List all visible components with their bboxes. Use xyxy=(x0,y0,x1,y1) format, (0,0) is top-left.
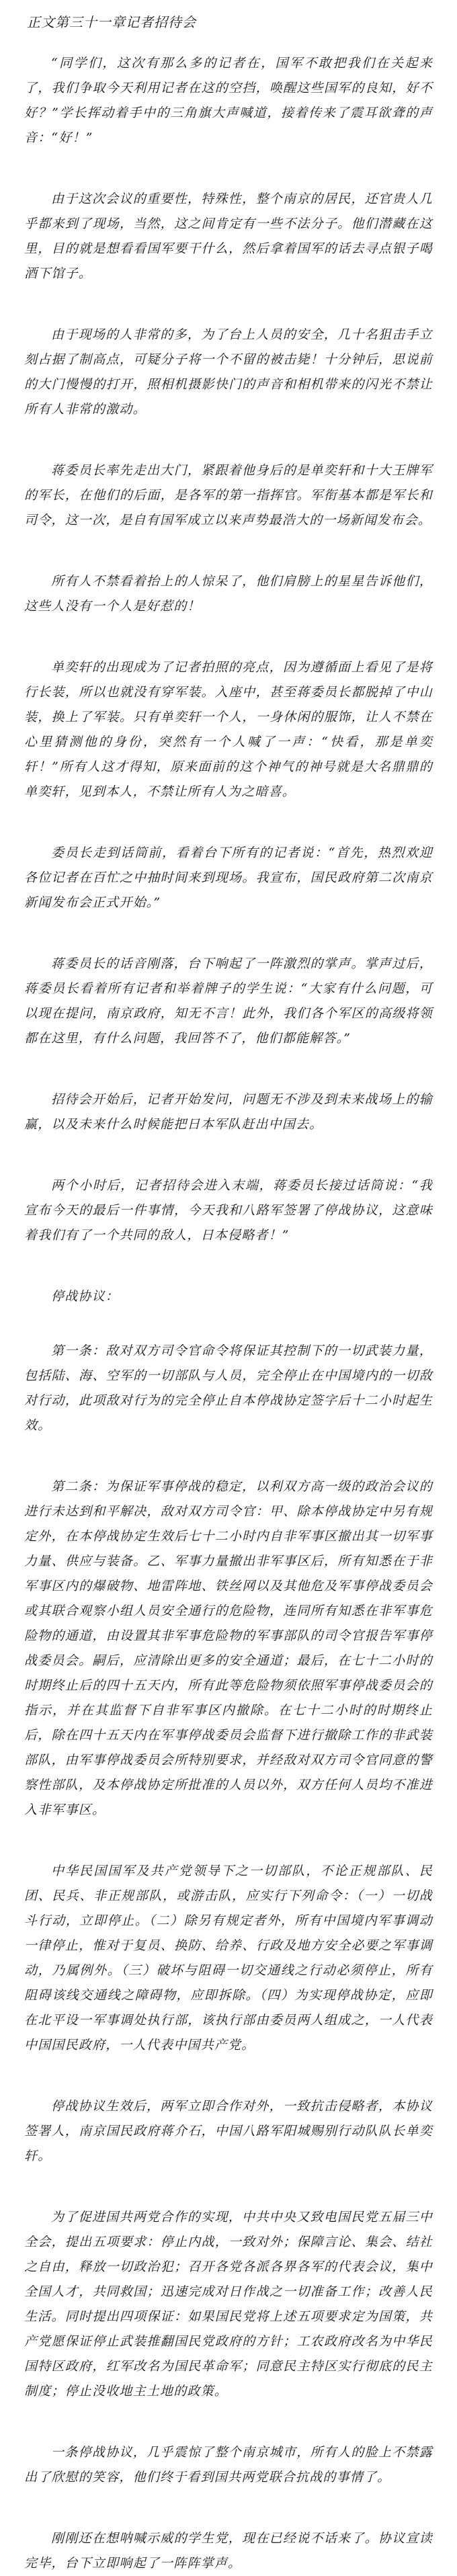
paragraph: 停战协议生效后，两军立即合作对外，一致抗击侵略者，本协议签署人，南京国民政府蒋介石，中国八路军阳城赐别行动队队长单奕轩。 xyxy=(24,2099,433,2163)
paragraph: 中华民国国军及共产党领导下之一切部队，不论正规部队、民团、民兵、非正规部队，或游击队，应实行下列命令：（一）一切战斗行动，立即停止。（二）除另有规定者外，所有中国境内军事调动一律停止，惟对于复员、换防、给养、行政及地方安全必要之军事调动，乃属例外。（三）破坏与阻碍一切交通线之行动必须停止，所有阻碍该线交通线之障碍物，应即拆除。（四）为实现停战协定，应即在北平设一军事调处执行部，该执行部由委员两人组成之，一人代表中国国民政府，一人代表中国共产党。 xyxy=(24,1864,433,2052)
paragraph: 蒋委员长的话音刚落，台下响起了一阵激烈的掌声。掌声过后，蒋委员长看着所有记者和举着牌子的学生说：“大家有什么问题，可以现在提问，南京政府，知无不言！此外，我们各个军区的高级将领都在这里，有什么问题，我回答不了，他们都能解答。” xyxy=(24,956,433,1046)
paragraph: 由于现场的人非常的多，为了台上人员的安全，几十名狙击手立刻占据了制高点，可疑分子将一个不留的被击毙！十分钟后，思说前的大门慢慢的打开，照相机摄影快门的声音和相机带来的闪光不禁让所有人非常的激动。 xyxy=(24,327,433,417)
paragraph: 刚刚还在想呐喊示威的学生党，现在已经说不话来了。协议宣读完毕，台下立即响起了一阵阵掌声。 xyxy=(24,2531,433,2571)
chapter-title: 正文第三十一章记者招待会 xyxy=(27,14,196,30)
chapter-body xyxy=(0,51,457,2576)
agreement-article-1: 第一条：敌对双方司令官命令将保证其控制下的一切武装力量，包括陆、海、空军的一切部队与人员，完全停止在中国境内的一切敌对行动，此项敌对行为的完全停止自本停战协定签字后十二小时起生效。 xyxy=(24,1343,433,1433)
paragraph: 委员长走到话筒前，看着台下所有的记者说：“首先，热烈欢迎各位记者在百忙之中抽时间来到现场。我宣布，国民政府第二次南京新闻发布会正式开始。” xyxy=(24,845,433,910)
paragraph: 两个小时后，记者招待会进入末端，蒋委员长接过话筒说：“我宣布今天的最后一件事情，今天我和八路军签署了停战协议，这意味着我们有了一个共同的敌人，日本侵略者！” xyxy=(24,1178,433,1243)
paragraph: 单奕轩的出现成为了记者拍照的亮点，因为遵循面上看见了是将行长装，所以也就没有穿军装。入座中，甚至蒋委员长都脱掉了中山装，换上了军装。只有单奕轩一个人，一身休闲的服饰，让人不禁在心里猜测他的身份，突然有一个人喊了一声：“快看，那是单奕轩！”所有人这才得知，原来面前的这个神气的神号就是大名鼎鼎的单奕轩，见到本人，不禁让所有人为之暗喜。 xyxy=(24,660,433,799)
paragraph: 为了促进国共两党合作的实现，中共中央又致电国民党五届三中全会，提出五项要求：停止内战，一致对外；保障言论、集会、结社之自由，释放一切政治犯；召开各党各派各界各军的代表会议，集中全国人才，共同救国；迅速完成对日作战之一切准备工作；改善人民生活。同时提出四项保证：如果国民党将上述五项要求定为国策，共产党愿保证停止武装推翻国民党政府的方针；工农政府改名为中华民国特区政府，红军改名为国民革命军；同意民主特区实行彻底的民主制度；停止没收地主土地的政策。 xyxy=(24,2210,433,2399)
paragraph: 由于这次会议的重要性，特殊性，整个南京的居民，还官贵人几乎都来到了现场，当然，这之间肯定有一些不法分子。他们潜藏在这里，目的就是想看看国军要干什么，然后拿着国军的话去寻点银子喝酒下馆子。 xyxy=(24,192,433,281)
paragraph: 所有人不禁看着抬上的人惊呆了，他们肩膀上的星星告诉他们，这些人没有一个人是好惹的！ xyxy=(24,574,433,614)
paragraph: 招待会开始后，记者开始发问，问题无不涉及到未来战场上的输赢，以及未来什么时候能把日本军队赶出中国去。 xyxy=(24,1092,433,1132)
agreement-heading: 停战协议： xyxy=(51,1289,120,1304)
paragraph: “同学们，这次有那么多的记者在，国军不敢把我们在关起来了，我们争取今天利用记者在这的空挡，唤醒这些国军的良知，好不好？”学长挥动着手中的三角旗大声喊道，接着传来了震耳欲聋的声音：“好！” xyxy=(24,56,433,145)
paragraph: 蒋委员长率先走出大门，紧跟着他身后的是单奕轩和十大王牌军的军长，在他们的后面，是各军的第一指挥官。军衔基本都是军长和司令，这一次，是自有国军成立以来声势最浩大的一场新闻发布会。 xyxy=(24,463,433,528)
paragraph: 一条停战协议，几乎震惊了整个南京城市，所有人的脸上不禁露出了欣慰的笑容，他们终于看到国共两党联合抗战的事情了。 xyxy=(24,2445,433,2485)
agreement-article-2: 第二条：为保证军事停战的稳定，以利双方高一级的政治会议的进行未达到和平解决，敌对双方司令官：甲、除本停战协定中另有规定外，在本停战协定生效后七十二小时内自非军事区撤出其一切军事力量、供应与装备。乙、军事力量撤出非军事区后，所有知悉在于非军事区内的爆破物、地雷阵地、铁丝网以及其他危及军事停战委员会或其联合观察小组人员安全通行的危险物，连同所有知悉在非军事危险物的通道，由设置其非军事危险物的军事部队的司令官报告军事停战委员会。嗣后，应清除出更多的安全通道；最后，在七十二小时的时期终止后的四十五天内，所有此等危险物须依照军事停战委员会的指示，并在其监督下自非军事区内撤除。在七十二小时的时期终止后，除在四十五天内在军事停战委员会监督下进行撤除工作的非武装部队，由军事停战委员会所特别要求，并经敌对双方司令官同意的警察性部队，及本停战协定所批准的人员以外，双方任何人员均不准进入非军事区。 xyxy=(24,1479,433,1817)
